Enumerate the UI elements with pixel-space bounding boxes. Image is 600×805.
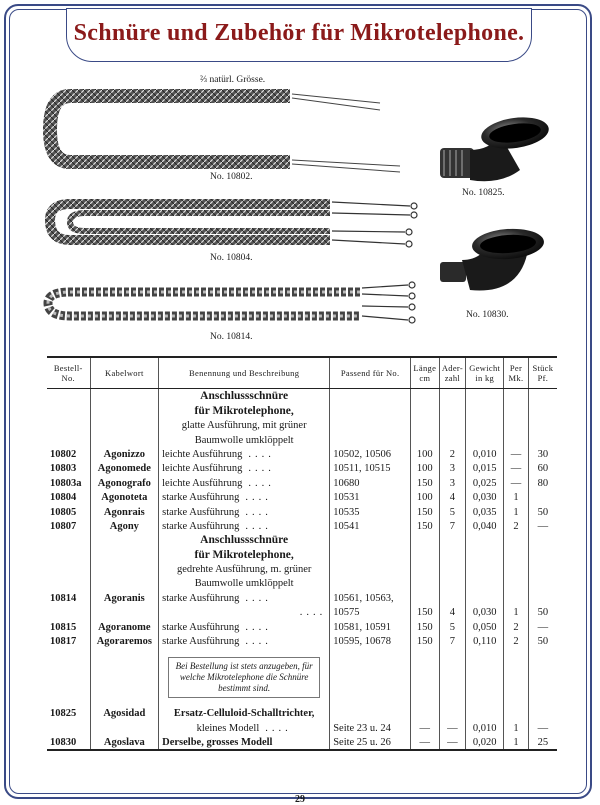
catalog-table [47,356,557,751]
cord-10802-image [50,94,400,172]
group-heading: für Mikrotelephone, [159,403,330,417]
col-header-pfennig: Stück Pf. [528,357,557,389]
table-row: 10825 Agosidad Ersatz-Celluloid-Schalltrichter, [47,706,557,720]
col-header-order-no: Bestell- No. [47,357,90,389]
col-header-cores: Ader- zahl [439,357,466,389]
group-heading: Anschlussschnüre [159,533,330,547]
col-header-length: Länge cm [411,357,439,389]
cord-10804-image [50,202,417,247]
group-subtext-row [47,418,557,432]
note-row [47,648,557,706]
label-10825: No. 10825. [462,188,505,198]
product-illustrations [0,0,600,350]
page-number: 29 [295,794,305,805]
table-row: 10804 Agonoteta starke Ausführung .... 10531 100 4 0,030 1 [47,490,557,504]
table-header-row [47,357,557,389]
table-row: 10815 Agoranome starke Ausführung .... 10581, 10591 150 5 0,050 2 — [47,619,557,633]
group-heading: Anschlussschnüre [159,389,330,404]
label-10804: No. 10804. [210,253,253,263]
table-row: .... 10575 150 4 0,030 1 50 [47,605,557,619]
col-header-fits: Passend für No. [330,357,411,389]
table-row: 10803a Agonografo leichte Ausführung .... 10680 150 3 0,025 — 80 [47,475,557,489]
table-row: 10830 Agoslava Derselbe, grosses Modell Seite 25 u. 26 — — 0,020 1 25 [47,735,557,750]
group-subtext: Baumwolle umklöppelt [159,576,330,590]
group-subtext: glatte Ausführung, mit grüner [159,418,330,432]
table-row: 10814 Agoranis starke Ausführung .... 10561, 10563, [47,590,557,604]
label-10802: No. 10802. [210,172,253,182]
horn-10825-image [440,113,551,181]
group-subtext: Baumwolle umklöppelt [159,432,330,446]
group-subtext-row [47,562,557,576]
col-header-weight: Gewicht in kg [466,357,504,389]
label-10830: No. 10830. [466,310,509,320]
group-heading-row [47,389,557,404]
group-heading-row [47,533,557,547]
scale-note: ⅔ natürl. Grösse. [200,75,266,85]
table-row: kleines Modell .... Seite 23 u. 24 — — 0,010 1 — [47,720,557,734]
group-heading-row [47,403,557,417]
group-subtext: gedrehte Ausführung, m. grüner [159,562,330,576]
table-row: 10803 Agonomede leichte Ausführung .... 10511, 10515 100 3 0,015 — 60 [47,461,557,475]
horn-10830-image [440,227,545,291]
table-row: 10807 Agony starke Ausführung .... 10541 150 7 0,040 2 — [47,519,557,533]
label-10814: No. 10814. [210,332,253,342]
table-row: 10805 Agonrais starke Ausführung .... 10535 150 5 0,035 1 50 [47,504,557,518]
col-header-description: Benennung und Beschreibung [159,357,330,389]
group-heading-row [47,547,557,561]
group-subtext-row [47,432,557,446]
page-title: Schnüre und Zubehör für Mikrotelephone. [73,20,525,46]
group-subtext-row [47,576,557,590]
order-note: Bei Bestellung ist stets anzugeben, für welche Mikrotelephone die Schnüre bestimmt sind. [168,657,320,698]
cord-10814-image [48,282,415,323]
table-row: 10817 Agoraremos starke Ausführung .... 10595, 10678 150 7 0,110 2 50 [47,634,557,648]
group-heading: für Mikrotelephone, [159,547,330,561]
col-header-code-word: Kabelwort [90,357,159,389]
table-row: 10802 Agonizzo leichte Ausführung .... 10502, 10506 100 2 0,010 — 30 [47,447,557,461]
col-header-mark: Per Mk. [504,357,529,389]
